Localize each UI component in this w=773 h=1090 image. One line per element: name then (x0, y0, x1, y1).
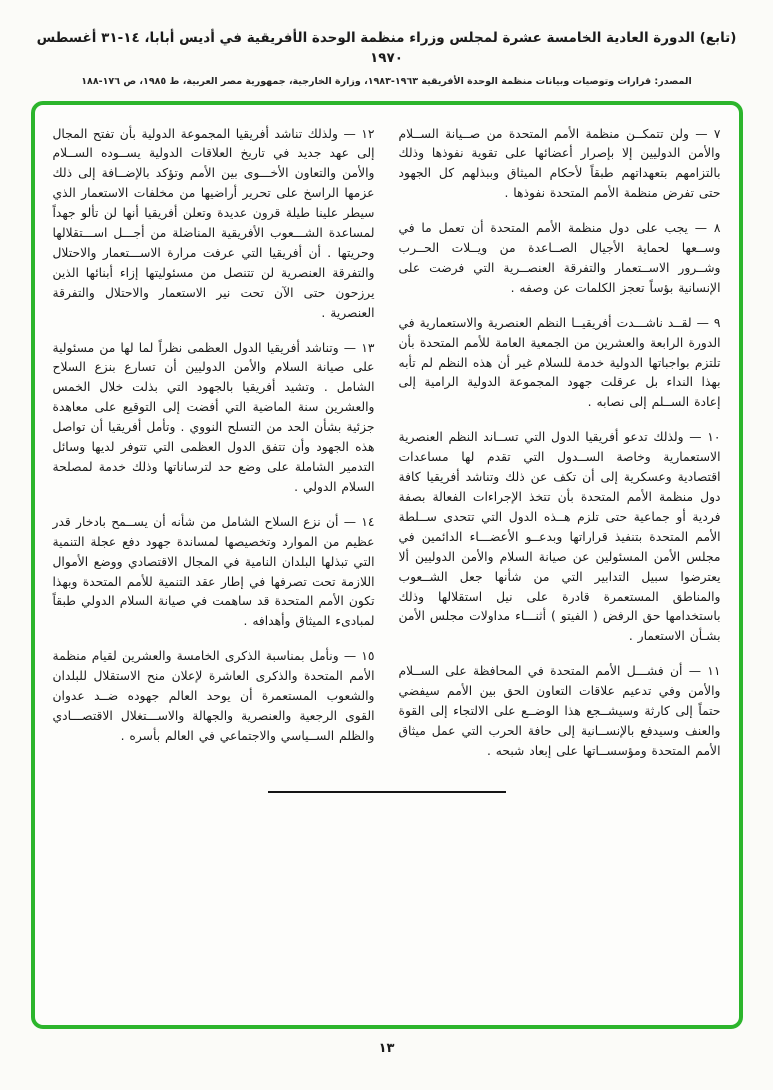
paragraph-15: ١٥ — ونأمل بمناسبة الذكرى الخامسة والعشرين لقيام منظمة الأمم المتحدة والذكرى العاشرة لإعلان منح الاستقلال للبلدان والشعوب المستعمرة أن يوحد العالم جهوده ضــد عدوان القوى الرجعية والعنصرية والجهالة والاســـتغلال الاقتصـــادي والظلم الســياسي والاجتماعي في العالم بأسره . (52, 649, 375, 743)
end-divider-line (268, 791, 506, 793)
paragraph-13: ١٣ — وتناشد أفريقيا الدول العظمى نظراً لما لها من مسئولية على صيانة السلام والأمن الدوليين أن تسارع بنزع السلاح الشامل . وتشيد أفريقيا بالجهود التي بذلت خلال الخمس والعشرين سنة الماضية التي أفضت إلى التوقيع على معاهدة جزئية بشأن الحد من التسلح النووي . وتأمل أفريقيا أن تواصل هذه الجهود وأن تتفق الدول العظمى التي تتوفر لديها وسائل التدمير الشاملة على وضع حد لترساناتها وذلك خدمة لمصلحة السلام الدولي . (52, 340, 375, 494)
column-right (399, 125, 721, 777)
paragraph-14: ١٤ — أن نزع السلاح الشامل من شأنه أن يســمح بادخار قدر عظيم من الموارد وتخصيصها لمساندة جهود دفع عجلة التنمية التي تبذلها البلدان النامية في المجال الاقتصادي ووضع الأموال اللازمة تحت تصرفها في إطار عقد التنمية للأمم المتحدة وبهذا تكون الأمم المتحدة قد ساهمت في صيانة السلام الدولي طبقاً لمبادىء الميثاق وأهدافه . (52, 514, 375, 629)
green-border-frame (31, 101, 743, 1029)
paragraph-7: ٧ — ولن تتمكــن منظمة الأمم المتحدة من صــيانة الســلام والأمن الدوليين إلا بإصرار أعضائها على تقوية نفوذها وذلك بالتزامهم بتعهداتهم طبقاً لأحكام الميثاق وببذلهم كل الجهود حتى تفرض منظمة الأمم المتحدة نفوذها . (398, 126, 721, 201)
paragraph-10: ١٠ — ولذلك تدعو أفريقيا الدول التي تســاند النظم العنصرية الاستعمارية وخاصة الســدول التي تقدم لها مساعدات اقتصادية وعسكرية إلى أن تكف عن ذلك وتناشد أفريقيا كافة دول منظمة الأمم المتحدة بأن تتخذ الإجراءات الفعالة بصفة فردية أو جماعية حتى تلزم هــذه الدول التي تتحدى ســلطة الأمم المتحدة بتنفيذ قراراتها وبدعــو الأعضـــاء الدائمين في مجلس الأمن المسئولين عن صيانة السلام والأمن الدوليين ألا يعترضوا سبيل التدابير التي من شأنها جعل الشــعوب والمناطق المستعمرة قادرة على نيل استقلالها وذلك باستخدامها حق الرفض ( الفيتو ) أثنـــاء مداولات مجلس الأمن بشـأن الاستعمار . (398, 430, 721, 644)
text-columns (53, 125, 721, 777)
column-left (53, 125, 375, 777)
source-line: المصدر: قرارات وتوصيات وبيانات منظمة الوحدة الأفريقية ١٩٦٣-١٩٨٣، وزارة الخارجية، جمهورية مصر العربية، ط ١٩٨٥، ص ١٧٦-١٨٨ (81, 75, 692, 87)
page-number: ١٣ (378, 1040, 395, 1056)
paragraph-9: ٩ — لقــد ناشـــدت أفريقيــا النظم العنصرية والاستعمارية في الدورة الرابعة والعشرين من الجمعية العامة للأمم المتحدة بأن تلتزم بواجباتها الدولية خدمة للسلام غير أن هذه النظم لم تأبه بهذا النداء بل عرقلت جهود المجموعة الدولية الرامية إلى إعادة الســلم إلى نصابه . (398, 315, 721, 410)
document-header (0, 28, 773, 87)
document-title: (تابع) الدورة العادية الخامسة عشرة لمجلس وزراء منظمة الوحدة الأفريقية في أديس أبابا، ١٤-٣١ أغسطس ١٩٧٠ (36, 30, 737, 67)
paragraph-12: ١٢ — ولذلك تناشد أفريقيا المجموعة الدولية بأن تفتح المجال إلى عهد جديد في تاريخ العلاقات الدولية يســوده الســلام والأمن والتعاون الأخـــوى بين الأمم وتؤكد بالإضــافة إلى ذلك عزمها الراسخ على تحرير أراضيها من مخلفات الاستعمار الذي سيطر علينا طيلة قرون عديدة وتعلن أفريقيا أنها لن تألو جهداً لمساعدة الشـــعوب الأفريقية المناضلة من أجـــل اســـتقلالها وحريتها . أن أفريقيا التي عرفت مرارة الاســـتعمار والاحتلال والتفرقة العنصرية لن تتنصل من مسئوليتها إزاء أبنائها الذين يرزحون حتى الآن تحت نير الاستعمار والاحتلال والتفرقة العنصرية . (52, 126, 375, 320)
paragraph-11: ١١ — أن فشـــل الأمم المتحدة في المحافظة على الســلام والأمن وفي تدعيم علاقات التعاون الحق بين الأمم سيفضي حتماً إلى كارثة وسيشــجع هذا الوضــع على الالتجاء إلى القوة والعنف وسيدفع بالإنســانية إلى حافة الحرب التي عمل ميثاق الأمم المتحدة ومؤسســاتها على إبعاد شبحه . (398, 664, 721, 758)
paragraph-8: ٨ — يجب على دول منظمة الأمم المتحدة أن تعمل ما في وســعها لحماية الأجيال الصــاعدة من ويــلات الحــرب وشــرور الاســتعمار والتفرقة العنصــرية التي فرضت على الإنسانية بؤساً تعجز الكلمات عن وصفه . (398, 221, 721, 295)
